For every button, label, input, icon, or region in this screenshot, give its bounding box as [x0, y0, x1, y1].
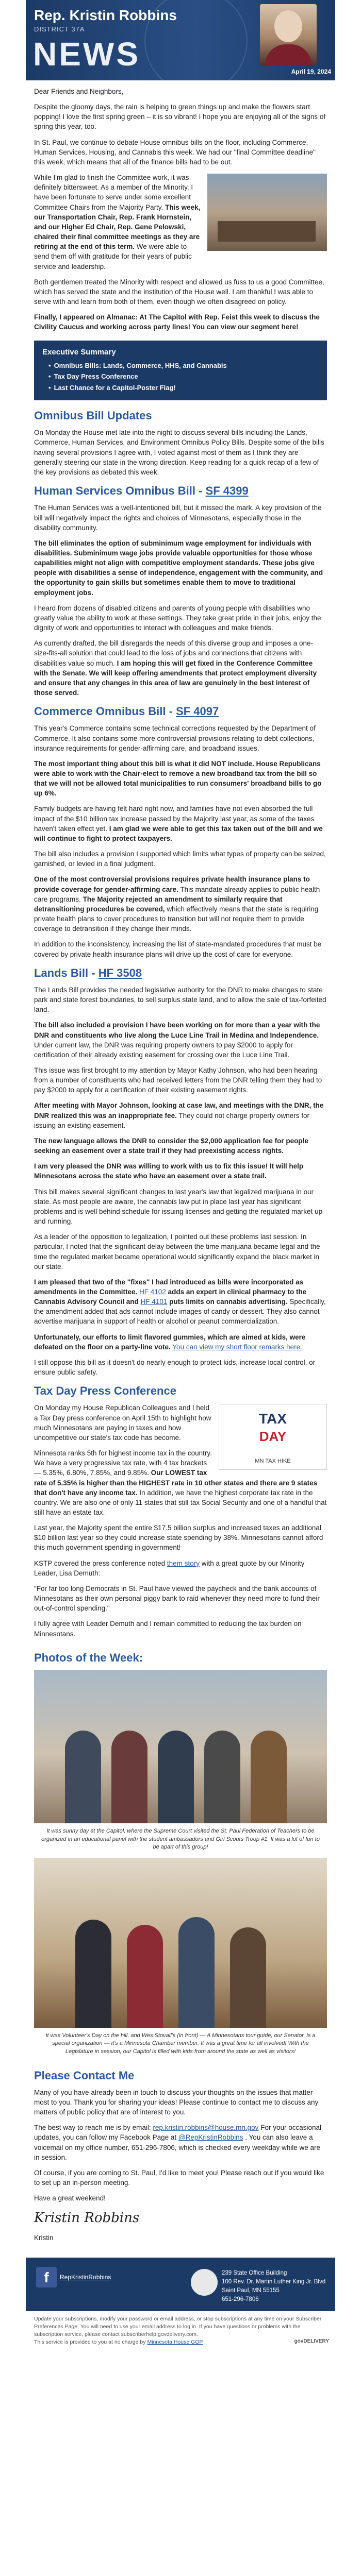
legal-text: Update your subscriptions, modify your password or email address, or stop subscriptions at any time on your Subscriber Preferences Page. You will need to use your email address to log in. If you have questions or problems with the subscription service, please contact subscriberhelp.govdelivery.com.	[34, 2316, 322, 2338]
greeting: Dear Friends and Neighbors,	[34, 88, 124, 95]
para-text: In addition, we have the highest corporate tax rate in the country. We are also one of only 11 states that still tax Social Security and one of a handful that still have an estate tax.	[34, 1488, 327, 1517]
section-paragraph: The Lands Bill provides the needed legislative authority for the DNR to make changes to state park and state forest boundaries, to sell surplus state land, and to allow the sale of tax-forfeited land.	[34, 986, 326, 1014]
section-title: Photos of the Week:	[34, 1651, 143, 1664]
facebook-handle[interactable]: RepKristinRobbins	[60, 2274, 111, 2281]
capitol-group-photo	[34, 1670, 327, 1823]
para-bold: The bill also included a provision I have been working on for more than a year with the DNR and constituents who live along the Luce Line Trail in Medina and Independence.	[34, 1021, 320, 1039]
email-link[interactable]: rep.kristin.robbins@house.mn.gov	[153, 2124, 259, 2132]
newsletter-body	[26, 0, 335, 2311]
section-paragraph	[34, 1277, 327, 1327]
facebook-link[interactable]: @RepKristinRobbins	[178, 2133, 243, 2142]
para-text: Minnesota ranks 5th for highest income tax in the country. We have a very progressive tax rate, with 4 tax brackets — 5.35%, 6.80%, 7.85%, and 9.85%.	[34, 1449, 212, 1477]
section-paragraph: Have a great weekend!	[34, 2194, 106, 2202]
photo-caption: It was Volunteer's Day on the hill, and Wes Stovall's (in front) — A Minnesotans tour guide, our Senator, is a special organization — it's a Minnesota Chamber member. It was a great time for all involved! With the Legislature in session, our Capitol is filled with kids from around the state as well as visitors!	[45, 2032, 316, 2055]
kstp-story-link[interactable]: them story	[167, 1559, 200, 1567]
section-paragraph: The bill also includes a provision I supported which limits what types of property can be seized, garnished, or levied in a final judgment.	[34, 850, 326, 868]
section-paragraph	[34, 1020, 327, 1060]
section-paragraph	[34, 874, 327, 934]
intro-paragraph: In St. Paul, we continue to debate House omnibus bills on the floor, including Commerce, Human Services, Housing, and Cannabis this week. We had our "final Committee deadline" this week, which means that all of the finance bills had to be out.	[34, 138, 316, 166]
para-text: Under current law, the DNR was requiring property owners to pay $2000 to apply for certification of their already existing easement for crossing over the Luce Line Trail.	[34, 1041, 293, 1059]
legal-text	[34, 2338, 327, 2346]
signature: Kristin Robbins	[34, 2210, 140, 2226]
rep-name: Rep. Kristin Robbins	[34, 7, 177, 23]
almanac-paragraph[interactable]: Finally, I appeared on Almanac: At The Capitol with Rep. Feist this week to discuss the Civility Caucus and working across party lines! You can view our segment here!	[34, 313, 320, 331]
section-title: Omnibus Bill Updates	[34, 409, 152, 422]
section-paragraph	[34, 638, 327, 698]
section-paragraph: Last year, the Majority spent the entire $17.5 billion surplus and increased taxes an additional $10 billion last year so they could increase state spending by 38%. Minnesotans cannot afford this much government spending in government!	[34, 1524, 323, 1552]
address-line: 239 State Office Building	[222, 2270, 287, 2277]
section-paragraph: The most important thing about this bill is what it did NOT include. House Republicans were able to work with the Chair-elect to remove a new broadband tax from the bill so that we will not be allowed total municipalities to run consumers' broadband bills to go up 6%.	[34, 759, 322, 798]
address-line: 100 Rev. Dr. Martin Luther King Jr. Blvd	[222, 2279, 326, 2285]
section-paragraph	[34, 1332, 327, 1352]
section-paragraph	[34, 2123, 327, 2162]
bill-link[interactable]: SF 4097	[176, 705, 219, 718]
committee-photo	[207, 174, 327, 251]
para-text: They could not charge property owners for issuing an existing easement.	[34, 1111, 309, 1129]
para-bold: I am pleased that two of the "fixes" I had introduced as bills were incorporated as amendments in the Committee.	[34, 1278, 304, 1296]
section-paragraph: The Human Services was a well-intentioned bill, but it missed the mark. A key provision of the bill will negatively impact the rights and choices of Minnesotans, especially those in the disability community.	[34, 504, 322, 532]
lands-section	[34, 965, 327, 1378]
issue-date: April 19, 2024	[291, 67, 331, 75]
para-text: The best way to reach me is by email:	[34, 2124, 151, 2132]
section-paragraph: I heard from dozens of disabled citizens and parents of young people with disabilities who greatly value the ability to work at these settings. They take great pride in their jobs, enjoy the dignity of work and opportunities to interact with colleagues and make friends.	[34, 604, 321, 632]
section-paragraph	[34, 804, 327, 843]
commerce-section	[34, 703, 327, 959]
section-paragraph: Many of you have already been in touch to discuss your thoughts on the issues that matter most to you. Thank you for sharing your ideas! Please continue to contact me to discuss any matters of public policy that are of interest to you.	[34, 2088, 319, 2116]
title-text: Commerce Omnibus Bill -	[34, 705, 176, 718]
exec-item[interactable]: • Last Chance for a Capitol-Poster Flag!	[48, 383, 319, 393]
section-title	[34, 483, 327, 499]
contact-section	[34, 2067, 327, 2243]
exec-title: Executive Summary	[42, 348, 116, 357]
para-bold: adds an expert in clinical pharmacy to the Cannabis Advisory Council and	[34, 1287, 307, 1306]
bill-link[interactable]: SF 4399	[205, 484, 249, 498]
section-paragraph: I am very pleased the DNR was willing to work with us to fix this issue! It will help Minnesotans across the state who have an easement over a state trail.	[34, 1162, 304, 1180]
section-title: Please Contact Me	[34, 2069, 135, 2082]
section-paragraph: In addition to the inconsistency, increasing the list of state-mandated procedures that must be covered by private health insurance plans will drive up the cost of care for everyone.	[34, 940, 322, 958]
bill-link[interactable]: HF 4101	[140, 1298, 168, 1306]
legal-prefix: This service is provided to you at no charge by	[34, 2339, 146, 2346]
district-label: DISTRICT 37A	[34, 25, 85, 33]
para-text: . You can also leave a voicemail on my office number, 651-296-7806, which is checked every weekday while we are in session.	[34, 2133, 321, 2161]
govdelivery-logo: govDELIVERY	[294, 2338, 329, 2344]
volunteer-day-photo	[34, 1858, 327, 2028]
facebook-icon[interactable]: f	[36, 2267, 57, 2287]
bill-link[interactable]: HF 4102	[139, 1287, 166, 1296]
section-paragraph: On Monday my House Republican Colleagues and I held a Tax Day press conference on April 15th to highlight how much Minnesotans are paying in taxes and how uncompetitive our state's tax code has become.	[34, 1404, 211, 1442]
omnibus-section	[34, 408, 327, 477]
section-paragraph: I still oppose this bill as it doesn't do nearly enough to protect kids, increase local control, or ensure public safety.	[34, 1358, 316, 1377]
para-text: with a great quote by our Minority Leader, Lisa Demuth:	[34, 1559, 305, 1577]
bill-link[interactable]: HF 3508	[98, 966, 142, 979]
para-text: Family budgets are having felt hard right now, and families have not even absorbed the full impact of the $10 billion tax increase passed by the Majority last year, as some of the taxes haven't taken effect yet.	[34, 805, 315, 833]
section-paragraph: This year's Commerce contains some technical corrections requested by the Department of Commerce. It also contains some more controversial provisions relating to debt collections, insurance requirements for gender-affirming care, and broadband issues.	[34, 724, 316, 752]
para-bold: After meeting with Mayor Johnson, looking at case law, and meetings with the DNR, the DNR realized this was an inappropriate fee.	[34, 1101, 324, 1120]
para-text: which effectively means that the state is requiring private health plans to cover procedures to transition but will not require them to provide coverage to detransition if they change their minds.	[34, 905, 319, 933]
para-bold: Unfortunately, our efforts to limit flavored gummies, which are aimed at kids, were defeated on the floor on a party-line vote.	[34, 1333, 306, 1351]
photo-caption: It was sunny day at the Capitol, where the Supreme Court visited the St. Paul Federation of Teachers to be organized in an educational panel with the student ambassadors and Girl Scouts Troop #1. It was a lot of fun to be apart of this group!	[41, 1827, 320, 1851]
office-address	[222, 2269, 325, 2303]
section-paragraph: This bill makes several significant changes to last year's law that legalized marijuana in our state. As most people are aware, the cannabis law put in place last year has significant problems and is well behind schedule for issuing licenses and getting the regulated market up and running.	[34, 1188, 323, 1226]
banner-bot: MN TAX HIKE	[255, 1458, 291, 1464]
title-text: Lands Bill -	[34, 966, 99, 979]
section-paragraph: "For far too long Democrats in St. Paul have viewed the paycheck and the bank accounts of Minnesotans as their own personal piggy bank to raid whenever they need more to fund their out-of-control spending."	[34, 1584, 320, 1613]
human-services-section	[34, 483, 327, 698]
title-text: Human Services Omnibus Bill -	[34, 484, 206, 498]
phone-number: 651-296-7806	[222, 2296, 259, 2302]
para-text: KSTP covered the press conference noted	[34, 1559, 166, 1567]
section-paragraph: The new language allows the DNR to consider the $2,000 application fee for people seeking an easement over a state trail if they had preexisting access rights.	[34, 1137, 308, 1155]
exec-item[interactable]: • Omnibus Bills: Lands, Commerce, HHS, and Cannabis	[48, 361, 319, 370]
para-bold: One of the most controversial provisions requires private health insurance plans to provide coverage for gender-affirming care.	[34, 875, 310, 893]
para-bold: Our LOWEST tax rate of 5.35% is higher than the HIGHEST rate in 10 other states and there are 9 states that don't have any income tax.	[34, 1469, 318, 1497]
para-text: As currently drafted, the bill disregards the needs of this diverse group and imposes a one-size-fits-all solution that could lead to the loss of jobs and connections that citizens with disabilities value so much.	[34, 639, 314, 667]
legal-footer	[26, 2311, 335, 2349]
tax-day-section	[34, 1383, 327, 1645]
section-paragraph: The bill eliminates the option of subminimum wage employment for individuals with disabilities. Subminimum wage jobs provide valuable opportunities for those whose capabilities might not align with competitive employment standards. These jobs give people with disabilities a sense of independence, engagement with the community, and the opportunity to gain skills but sometimes enable them to move to traditional employment jobs.	[34, 539, 323, 597]
intro-bold: This week, our Transportation Chair, Rep. Frank Hornstein, and our Higher Ed Chair, Rep. Gene Pelowski, chaired their final committee meetings as they are retiring at the end of this term.	[34, 203, 201, 251]
section-paragraph: Of course, if you are coming to St. Paul, I'd like to meet you! Please reach out if you would like to set up an in-person meeting.	[34, 2168, 324, 2187]
section-title	[34, 965, 327, 981]
footer	[26, 2258, 335, 2311]
banner-top: TAX	[259, 1411, 287, 1427]
banner-mid: DAY	[259, 1429, 287, 1445]
para-bold: puts limits on cannabis advertising.	[169, 1298, 288, 1306]
header-banner	[26, 0, 335, 80]
sign-off-name: Kristin	[34, 2234, 54, 2242]
tax-day-banner	[219, 1404, 327, 1470]
exec-item[interactable]: • Tax Day Press Conference	[48, 372, 319, 381]
para-bold: I am glad we were able to get this tax taken out of the bill and we will continue to fight to protect taxpayers.	[34, 824, 323, 842]
para-bold: I am hoping this will get fixed in the Conference Committee with the Senate. We will keep offering amendments that protect employment diversity and ensure that any changes in this area of law are genuinely in the best interest of those served.	[34, 659, 317, 697]
executive-summary	[34, 341, 327, 400]
floor-remarks-link[interactable]: You can view my short floor remarks here.	[172, 1343, 302, 1351]
section-paragraph: As a leader of the opposition to legalization, I pointed out these problems last session. In particular, I noted that the significant delay between the time marijuana became legal and the time the regulated market became operational would significantly expand the black market in our state.	[34, 1233, 320, 1270]
section-paragraph	[34, 1100, 327, 1130]
news-title: NEWS	[33, 36, 140, 73]
address-line: Saint Paul, MN 55155	[222, 2287, 280, 2294]
para-bold: The Majority rejected an amendment to similarly require that detransitioning procedures be covered,	[34, 895, 283, 913]
rep-portrait	[260, 4, 317, 66]
photos-section	[34, 1650, 327, 2062]
house-seal-logo	[191, 2269, 218, 2296]
intro-text: We were able to send them off with gratitude for their years of public service and leadership.	[34, 243, 192, 270]
intro-paragraph: Both gentlemen treated the Minority with respect and allowed us fuss to us a good Committee, which has served the state and the institution of the House well. I am thankful I was able to serve with and learn from both of them, even though we often disagreed on policy.	[34, 278, 324, 306]
para-text: Specifically, the amendment added that ads cannot include images of candy or dessert. They also cannot advertise marijuana in support of health or alcohol or peanut commercialization.	[34, 1298, 326, 1326]
section-title: Tax Day Press Conference	[34, 1384, 176, 1398]
section-paragraph	[34, 1558, 327, 1578]
house-gop-link[interactable]: Minnesota House GOP	[147, 2339, 203, 2346]
section-paragraph: On Monday the House met late into the night to discuss several bills including the Lands, Commerce, Human Services, and Environment Omnibus Policy Bills. Despite some of the bills having several provisions I agree with, I voted against most of them as I think they are generally steering our state in the wrong direction. Keep reading for a quick recap of a few of the key provisions as debated this week.	[34, 429, 324, 476]
para-text: For your occasional updates, you can follow my Facebook Page at	[34, 2124, 321, 2142]
intro-paragraph: Despite the gloomy days, the rain is helping to green things up and make the flowers start popping! I love the first spring green – it is so vibrant! I hope you are enjoying all of the signs of spring this year, too.	[34, 103, 326, 131]
section-paragraph: This issue was first brought to my attention by Mayor Kathy Johnson, who had been hearing from a number of constituents who had received letters from the DNR telling them they had to pay $2000 to apply for a certification of their existing easement rights.	[34, 1066, 322, 1094]
section-paragraph: I fully agree with Leader Demuth and I remain committed to reducing the tax burden on Minnesotans.	[34, 1620, 302, 1638]
section-title	[34, 703, 327, 719]
para-text: This mandate already applies to public health care programs.	[34, 885, 320, 903]
intro-text: While I'm glad to finish the Committee work, it was definitely bittersweet. As a member of the Minority, I have been fortunate to serve under some excellent Committee Chairs from the Majority Party.	[34, 174, 193, 211]
